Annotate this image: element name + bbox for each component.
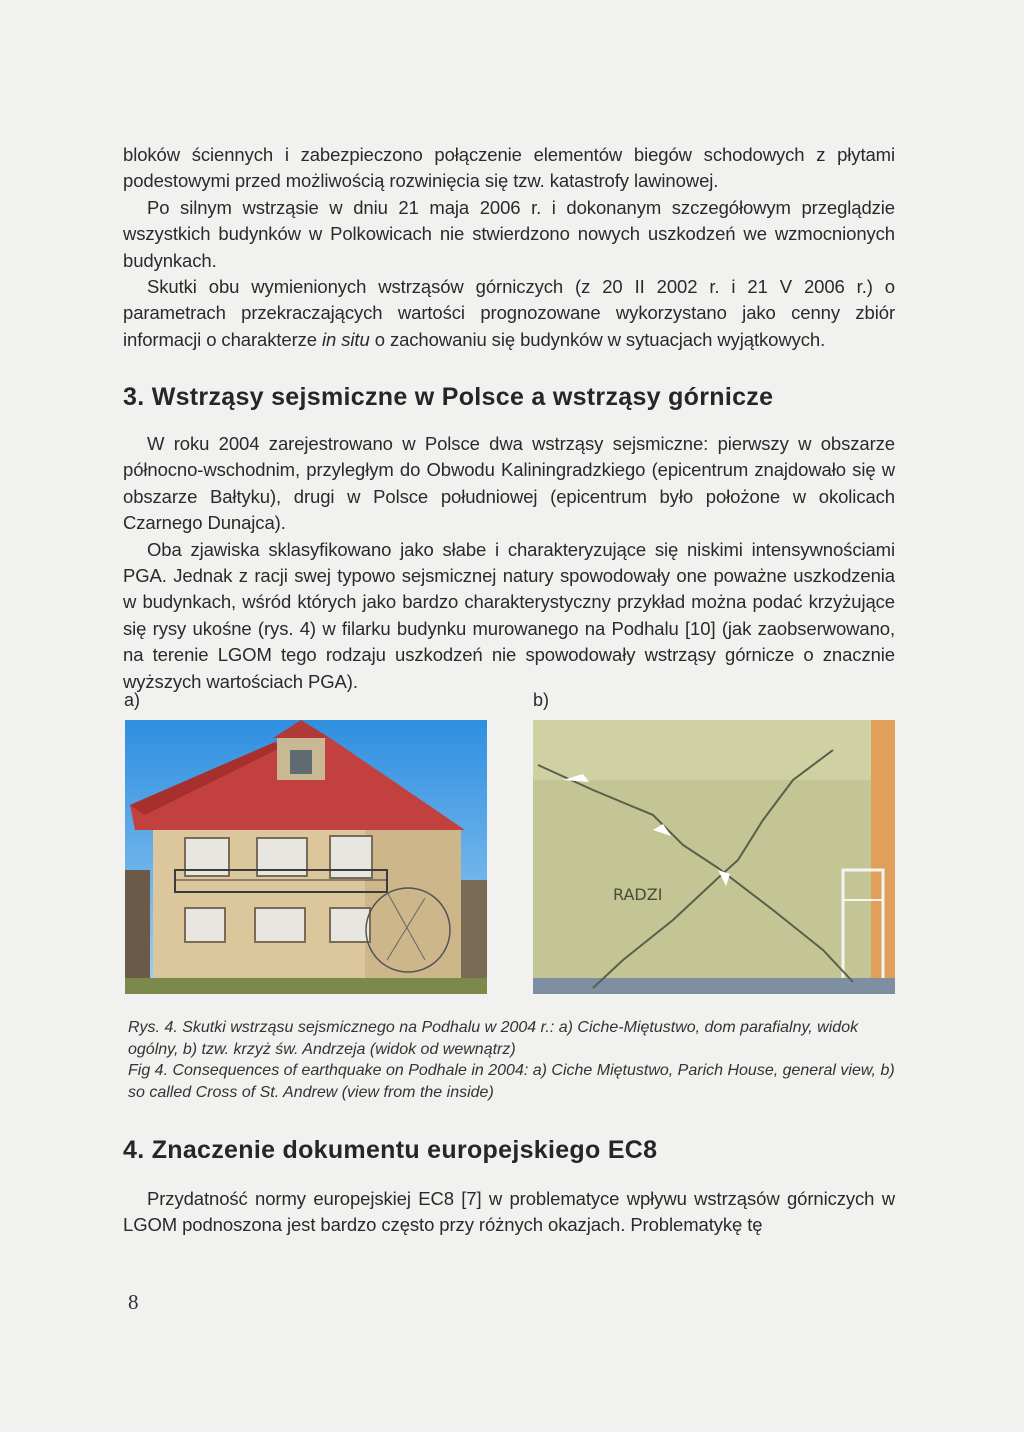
- figure-caption-english: Fig 4. Consequences of earthquake on Podhale in 2004: a) Ciche Miętustwo, Parich House, general view, b) so called Cross of St. Andrew (view from the inside): [128, 1062, 895, 1101]
- section-3-paragraph-2: Oba zjawiska sklasyfikowano jako słabe i charakteryzujące się niskimi intensywnościami PGA. Jednak z racji swej typowo sejsmicznej natury spowodowały one poważne uszkodzenia w budynkach, wśród których jako bardzo charakterystyczny przykład można podać krzyżujące się rysy ukośne (rys. 4) w filarku budynku murowanego na Podhalu [10] (jak zaobserwowano, na terenie LGOM tego rodzaju uszkodzeń nie spowodowały wstrząsy górnicze o znacznie wyższych wartościach PGA).: [123, 538, 895, 692]
- wall-graffiti: RADZI: [613, 885, 663, 904]
- photo-house: [125, 720, 487, 994]
- section-3-heading: 3. Wstrząsy sejsmiczne w Polsce a wstrząsy górnicze: [123, 383, 774, 411]
- intro-paragraph-3-end: o zachowaniu się budynków w sytuacjach wyjątkowych.: [369, 328, 826, 350]
- section-3-text: [123, 431, 895, 695]
- intro-text: [123, 142, 895, 353]
- intro-paragraph-3-start: Skutki obu wymienionych wstrząsów górniczych (z 20 II 2002 r. i 21 V 2006 r.) o parametrach przekraczających wartości prognozowane wykorzystano jako cenny zbiór informacji o charakterze: [123, 276, 895, 350]
- section-4-heading: 4. Znaczenie dokumentu europejskiego EC8: [123, 1136, 658, 1164]
- intro-paragraph-3: [123, 274, 895, 353]
- section-4-text: [123, 1186, 895, 1239]
- section-4-paragraph-1: Przydatność normy europejskiej EC8 [7] w problematyce wpływu wstrząsów górniczych w LGOM podnoszona jest bardzo często przy różnych okazjach. Problematykę tę: [123, 1188, 895, 1236]
- page-number: 8: [128, 1290, 139, 1314]
- figure-label-a: a): [124, 690, 141, 710]
- in-situ-italic: in situ: [322, 328, 370, 350]
- figure-label-b: b): [533, 690, 550, 710]
- figure-caption-polish: Rys. 4. Skutki wstrząsu sejsmicznego na Podhalu w 2004 r.: a) Ciche-Miętustwo, dom parafialny, widok ogólny, b) tzw. krzyż św. Andrzeja (widok od wewnątrz): [128, 1019, 859, 1058]
- intro-paragraph-2: Po silnym wstrząsie w dniu 21 maja 2006 r. i dokonanym szczegółowym przeglądzie wszystkich budynków w Polkowicach nie stwierdzono nowych uszkodzeń we wzmocnionych budynkach.: [123, 196, 895, 271]
- photo-cracked-wall: [533, 720, 895, 994]
- section-3-paragraph-1: W roku 2004 zarejestrowano w Polsce dwa wstrząsy sejsmiczne: pierwszy w obszarze północno-wschodnim, przyległym do Obwodu Kaliningradzkiego (epicentrum znajdowało się w obszarze Bałtyku), drugi w Polsce południowej (epicentrum było położone w okolicach Czarnego Dunajca).: [123, 433, 895, 534]
- intro-paragraph-1: bloków ściennych i zabezpieczono połączenie elementów biegów schodowych z płytami podestowymi przed możliwością rozwinięcia się tzw. katastrofy lawinowej.: [123, 144, 895, 192]
